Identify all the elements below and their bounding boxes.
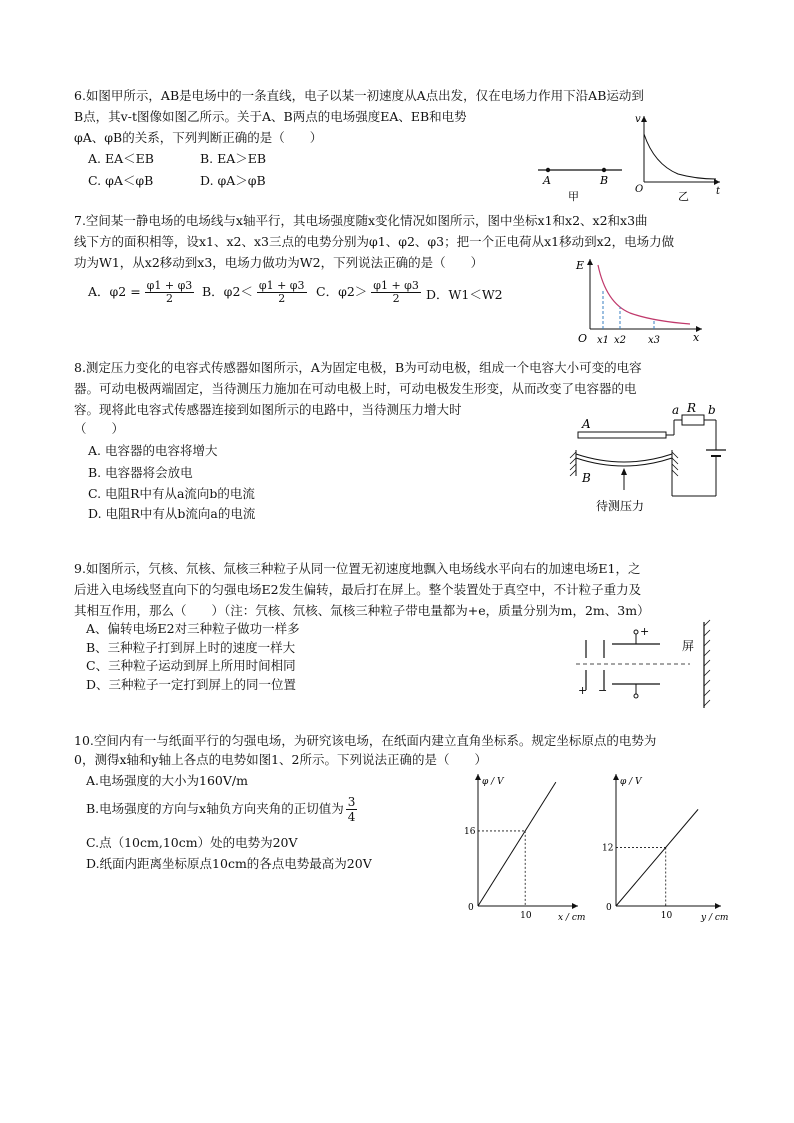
chart2-series-line xyxy=(616,809,698,906)
chart2-x-axis-label: y / cm xyxy=(701,913,729,922)
q7-option-a-denominator: 2 xyxy=(165,292,173,305)
q7-option-d: D．W1＜W2 xyxy=(426,287,503,302)
q7-option-c-numerator: φ1 + φ3 xyxy=(373,279,419,292)
q8-plate-a-label: A xyxy=(582,417,591,431)
q9-line1: 9.如图所示，氕核、氘核、氚核三种粒子从同一位置无初速度地飘入电场线水平向右的加速电场E1，之 xyxy=(74,561,641,576)
q10-option-c: C.点（10cm,10cm）处的电势为20V xyxy=(86,835,298,850)
chart2-x-tick-label: 10 xyxy=(660,911,673,921)
q9-figure-accelerator xyxy=(572,618,722,713)
q8-pressure-caption: 待测压力 xyxy=(596,499,645,513)
chart2-y-arrow xyxy=(613,774,619,780)
q10-option-b-numerator: 3 xyxy=(347,794,356,809)
q6-caption-jia: 甲 xyxy=(568,190,579,203)
q10-option-a: A.电场强度的大小为160V/m xyxy=(86,773,248,788)
q8-label-a: a xyxy=(672,403,680,417)
q8-option-c: C. 电阻R中有从a流向b的电流 xyxy=(88,486,255,501)
q7-option-b-numerator: φ1 + φ3 xyxy=(258,279,305,292)
q10-line2: 0，测得x轴和y轴上各点的电势如图1、2所示。下列说法正确的是（ ） xyxy=(74,752,487,767)
q7-option-a-fraction xyxy=(145,280,195,305)
q6-point-a: A xyxy=(543,174,551,187)
q7-x2-label: x2 xyxy=(614,335,627,346)
q10-option-b-denominator: 4 xyxy=(347,809,356,824)
q6-line2: B点，其v-t图像如图乙所示。关于A、B两点的电场强度EA、EB和电势 xyxy=(74,109,467,124)
chart1-x-arrow xyxy=(572,903,578,909)
q7-x1-label: x1 xyxy=(597,335,610,346)
q7-origin-label: O xyxy=(578,332,588,345)
q8-line2: 器。可动电极两端固定，当待测压力施加在可动电极上时，可动电极发生形变，从而改变了电容器的电 xyxy=(74,381,637,396)
q6-option-a: A. EA＜EB xyxy=(88,151,154,166)
q9-line3: 其相互作用，那么（ ）（注：氕核、氘核、氚核三种粒子带电量都为+e，质量分别为m，2m、3m） xyxy=(74,603,650,618)
q9-option-c: C、三种粒子运动到屏上所用时间相同 xyxy=(86,658,296,673)
q6-caption-yi: 乙 xyxy=(678,190,689,203)
q10-chart-potential-x xyxy=(458,770,588,922)
q6-figure-line-ab xyxy=(530,160,630,205)
q8-line1: 8.测定压力变化的电容式传感器如图所示，A为固定电极，B为可动电极，组成一个电容大小可变的电容 xyxy=(74,360,642,375)
chart1-origin-label: 0 xyxy=(468,903,474,913)
chart1-x-tick-label: 10 xyxy=(520,911,532,921)
q9-minus-label: − xyxy=(598,684,608,697)
chart1-series-line xyxy=(478,782,556,906)
chart1-x-axis-label: x / cm xyxy=(558,913,586,922)
q7-e-label: E xyxy=(576,259,585,272)
q6-t-label: t xyxy=(716,186,721,197)
q7-option-b-prefix: B．φ2＜ xyxy=(202,284,253,299)
q8-option-b: B. 电容器将会放电 xyxy=(88,465,193,480)
q9-left-plus-label: + xyxy=(578,684,588,697)
q9-option-d: D、三种粒子一定打到屏上的同一位置 xyxy=(86,677,297,692)
chart1-y-axis-label: φ / V xyxy=(482,777,504,787)
q6-option-d: D. φA＞φB xyxy=(200,173,266,188)
q7-option-b-fraction xyxy=(257,280,307,305)
q7-option-b xyxy=(202,280,307,305)
q8-label-b: b xyxy=(708,403,716,417)
chart1-y-tick-label: 16 xyxy=(464,826,476,837)
q10-option-d: D.纸面内距离坐标原点10cm的各点电势最高为20V xyxy=(86,856,372,871)
q7-option-a-numerator: φ1 + φ3 xyxy=(146,279,193,292)
chart2-y-axis-label: φ / V xyxy=(620,777,642,787)
q8-line3: 容。现将此电容式传感器连接到如图所示的电路中，当待测压力增大时 xyxy=(74,402,462,417)
q6-option-c: C. φA＜φB xyxy=(88,173,154,188)
q7-line1: 7.空间某一静电场的电场线与x轴平行，其电场强度随x变化情况如图所示，图中坐标x1和x2、x2和x3曲 xyxy=(74,213,648,228)
q9-option-b: B、三种粒子打到屏上时的速度一样大 xyxy=(86,640,296,655)
chart2-origin-label: 0 xyxy=(606,903,612,913)
q7-option-a-prefix: A．φ2 = xyxy=(88,284,141,299)
q7-option-c-prefix: C．φ2＞ xyxy=(316,284,368,299)
q7-line2: 线下方的面积相等，设x1、x2、x3三点的电势分别为φ1、φ2、φ3；把一个正电荷从x1移动到x2，电场力做 xyxy=(74,234,675,249)
q7-option-c-fraction xyxy=(371,280,421,305)
q7-option-a xyxy=(88,280,194,305)
q8-option-a: A. 电容器的电容将增大 xyxy=(88,443,218,458)
q6-line3: φA、φB的关系，下列判断正确的是（ ） xyxy=(74,130,323,145)
q6-figure-vt-graph xyxy=(632,112,727,207)
q10-option-b-fraction xyxy=(346,795,358,824)
q9-line2: 后进入电场线竖直向下的匀强电场E2发生偏转，最后打在屏上。整个装置处于真空中，不计粒子重力及 xyxy=(74,582,642,597)
q9-option-a: A、偏转电场E2对三种粒子做功一样多 xyxy=(86,621,300,636)
q10-option-b-prefix: B.电场强度的方向与x轴负方向夹角的正切值为 xyxy=(86,801,344,816)
q7-option-c-denominator: 2 xyxy=(392,292,400,305)
q6-v-label: v xyxy=(635,114,641,125)
q8-line4: （ ） xyxy=(74,421,125,436)
q8-label-r: R xyxy=(687,401,697,415)
q9-screen-label: 屏 xyxy=(682,639,695,653)
chart2-y-tick-label: 12 xyxy=(602,843,614,854)
q10-line1: 10.空间内有一与纸面平行的匀强电场，为研究该电场，在纸面内建立直角坐标系。规定坐标原点的电势为 xyxy=(74,733,657,748)
q7-x3-label: x3 xyxy=(648,335,661,346)
chart2-x-arrow xyxy=(715,903,721,909)
chart1-y-arrow xyxy=(475,774,481,780)
q7-x-label: x xyxy=(693,331,700,344)
q7-option-c xyxy=(316,280,421,305)
q6-origin-label: O xyxy=(635,184,644,195)
q6-point-b: B xyxy=(600,174,609,187)
q7-option-b-denominator: 2 xyxy=(278,292,286,305)
q8-figure-capacitor-circuit xyxy=(566,398,736,518)
q7-figure-e-x-graph xyxy=(572,255,707,347)
q6-option-b: B. EA＞EB xyxy=(200,151,267,166)
q8-option-d: D. 电阻R中有从b流向a的电流 xyxy=(88,506,256,521)
q7-line3: 功为W1，从x2移动到x3，电场力做功为W2，下列说法正确的是（ ） xyxy=(74,255,484,270)
q9-plus-label: + xyxy=(640,625,650,638)
q10-chart-potential-y xyxy=(596,770,731,922)
q8-plate-b-label: B xyxy=(582,471,591,485)
q6-line1: 6.如图甲所示，AB是电场中的一条直线，电子以某一初速度从A点出发，仅在电场力作用下沿AB运动到 xyxy=(74,88,644,103)
q10-option-b xyxy=(86,794,357,824)
